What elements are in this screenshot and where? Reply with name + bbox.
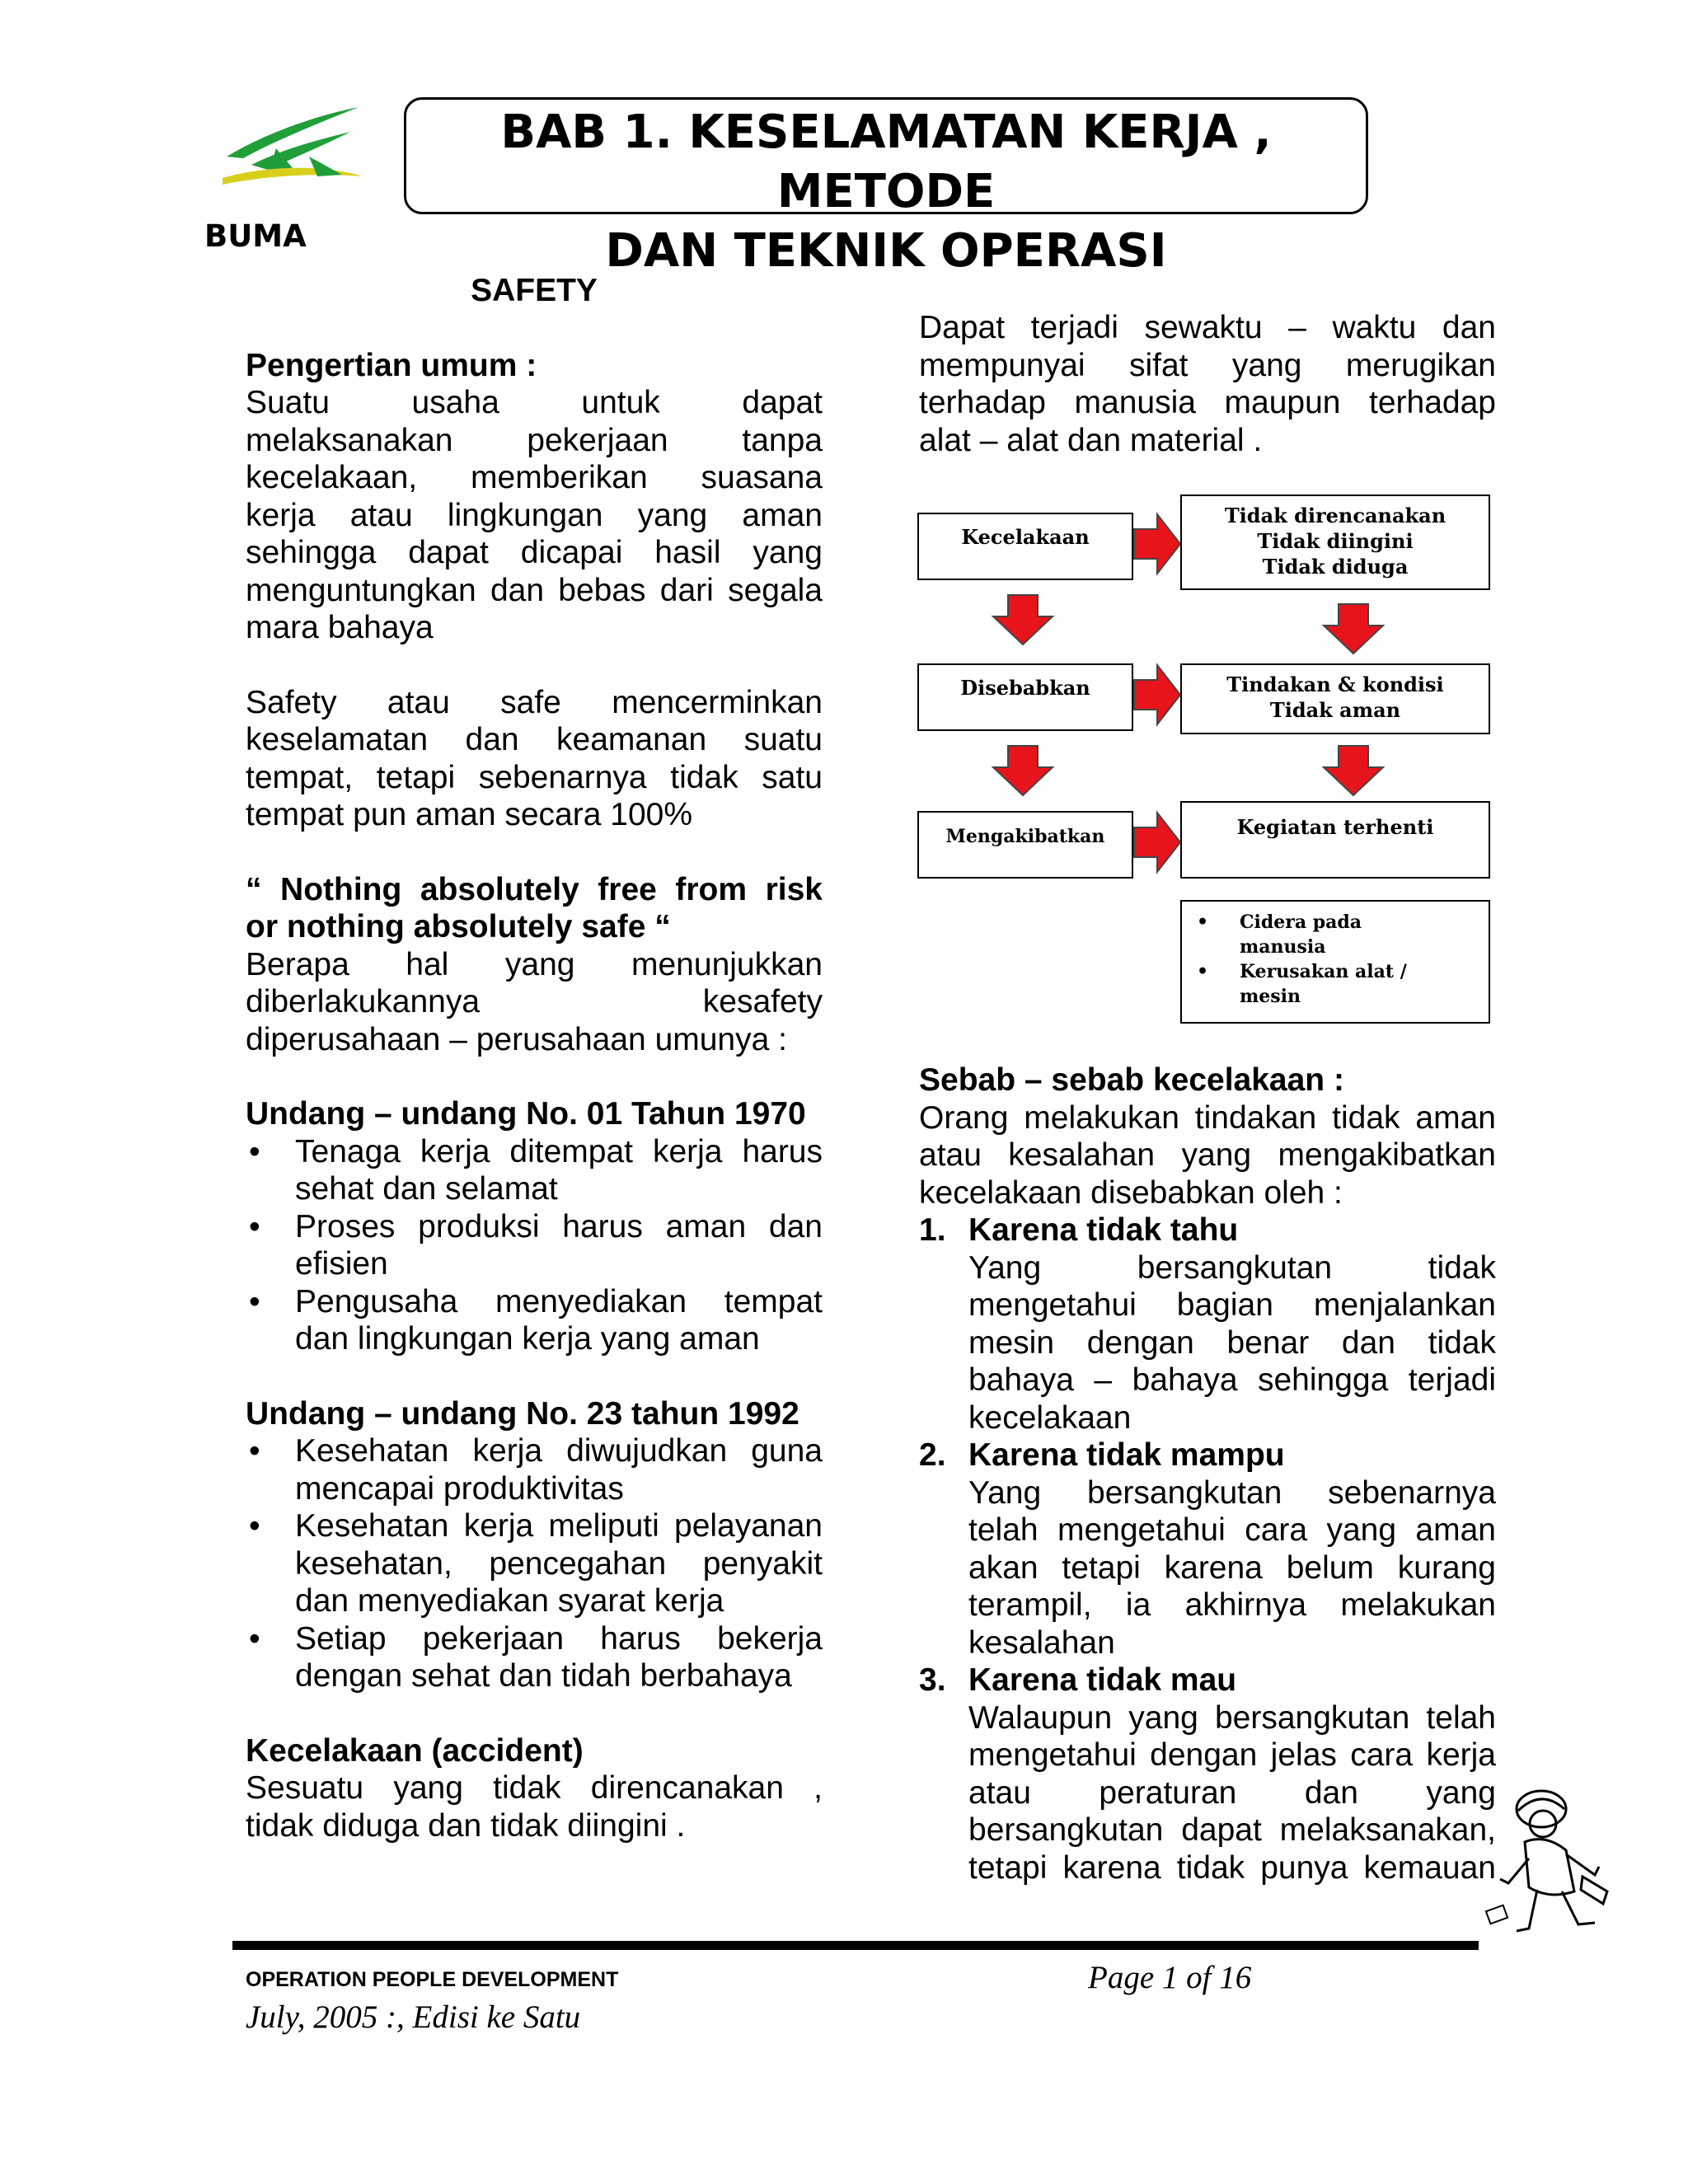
brand-name: BUMA <box>204 218 307 254</box>
item-title: Karena tidak mau <box>968 1662 1237 1698</box>
text-line: menguntungkan dan bebas dari segala <box>246 572 823 608</box>
item-number: 3. <box>919 1662 946 1698</box>
footer-department: OPERATION PEOPLE DEVELOPMENT <box>246 1968 619 1991</box>
text-line: kesalahan <box>968 1624 1115 1661</box>
chapter-title-box <box>404 97 1368 278</box>
pengertian-heading: Pengertian umum : <box>246 347 537 383</box>
intro-paragraph <box>919 309 1496 459</box>
box-disebabkan <box>917 663 1133 731</box>
text-line: terhadap manusia maupun terhadap <box>919 385 1496 420</box>
text-line: keselamatan dan keamanan suatu <box>246 722 823 757</box>
text-line: Safety atau safe mencerminkan <box>246 684 823 720</box>
text-line: bersangkutan dapat melaksanakan, <box>968 1812 1496 1848</box>
worker-cartoon-icon <box>1484 1784 1615 1941</box>
box-line: Tidak diduga <box>1262 555 1409 579</box>
box-line: Tindakan & kondisi <box>1226 673 1444 696</box>
box-line: mesin <box>1240 986 1301 1007</box>
text-line: tetapi karena tidak punya kemauan <box>968 1849 1496 1886</box>
bullet-icon: • <box>249 1433 260 1469</box>
quote-line: or nothing absolutely safe “ <box>246 909 671 944</box>
text-line: tidak diduga dan tidak diingini . <box>246 1807 686 1844</box>
text-line: sehingga dapat dicapai hasil yang <box>246 535 823 570</box>
box-label: Mengakibatkan <box>945 826 1105 847</box>
page-number: Page 1 of 16 <box>1088 1960 1252 1995</box>
text-line: efisien <box>295 1246 388 1282</box>
sebab-list <box>919 1212 1496 1886</box>
list-item <box>246 1507 823 1620</box>
akibat-item <box>1197 959 1489 984</box>
bullet-icon: • <box>1197 912 1209 933</box>
text-line: dan lingkungan kerja yang aman <box>295 1321 760 1357</box>
text-line: Kesehatan kerja diwujudkan guna <box>295 1433 823 1469</box>
sebab-section <box>919 1062 1496 1886</box>
text-line: atau peraturan dan yang <box>968 1774 1496 1811</box>
box-tindakan-kondisi <box>1180 663 1490 734</box>
item-title: Karena tidak tahu <box>968 1212 1239 1248</box>
text-line: Berapa hal yang menunjukkan <box>246 946 823 982</box>
bullet-icon: • <box>249 1283 260 1319</box>
text-line: Orang melakukan tindakan tidak aman <box>919 1099 1496 1136</box>
text-line: diberlakukannya kesafety <box>246 984 823 1019</box>
left-column <box>246 272 823 1844</box>
text-line: mengetahui bagian menjalankan <box>968 1287 1496 1323</box>
text-line: Pengusaha menyediakan tempat <box>295 1283 823 1319</box>
down-arrow-icon <box>1324 604 1383 654</box>
text-line: tempat pun aman secara 100% <box>246 797 693 832</box>
list-item <box>919 1661 1496 1886</box>
uu2-list <box>246 1432 823 1695</box>
box-line: Kerusakan alat / <box>1240 961 1407 982</box>
box-line: Tidak aman <box>1269 698 1401 722</box>
item-number: 2. <box>919 1437 946 1473</box>
text-line: kerja atau lingkungan yang aman <box>246 497 823 533</box>
list-item <box>246 1133 823 1208</box>
item-number: 1. <box>919 1212 946 1248</box>
box-tidak-direncanakan <box>1180 494 1490 590</box>
box-label: Disebabkan <box>960 676 1090 700</box>
box-line: Tidak diingini <box>1257 529 1414 553</box>
text-line: Walaupun yang bersangkutan telah <box>968 1699 1496 1736</box>
list-item <box>919 1436 1496 1661</box>
sebab-heading: Sebab – sebab kecelakaan : <box>919 1062 1344 1098</box>
box-label: Kegiatan terhenti <box>1236 815 1434 839</box>
text-line: kecelakaan <box>968 1399 1132 1436</box>
berapa-paragraph <box>246 946 823 1059</box>
down-arrow-icon <box>1324 746 1383 795</box>
text-line: Proses produksi harus aman dan <box>295 1208 823 1244</box>
text-line: dan menyediakan syarat kerja <box>295 1583 724 1619</box>
text-line: melaksanakan pekerjaan tanpa <box>246 422 823 458</box>
kecelakaan-heading: Kecelakaan (accident) <box>246 1732 584 1769</box>
text-line: atau kesalahan yang mengakibatkan <box>919 1137 1496 1173</box>
list-item <box>246 1208 823 1283</box>
box-line: manusia <box>1240 936 1326 958</box>
down-arrow-icon <box>993 595 1053 644</box>
list-item <box>246 1432 823 1507</box>
uu2-heading: Undang – undang No. 23 tahun 1992 <box>246 1395 799 1432</box>
bullet-icon: • <box>1197 961 1209 982</box>
bullet-icon: • <box>249 1208 260 1244</box>
text-line: sehat dan selamat <box>295 1171 558 1207</box>
text-line: alat – alat dan material . <box>919 422 1263 458</box>
box-label: Kecelakaan <box>961 525 1090 549</box>
text-line: Dapat terjadi sewaktu – waktu dan <box>919 310 1496 345</box>
footer-divider <box>232 1941 1479 1950</box>
text-line: Suatu usaha untuk dapat <box>246 385 823 420</box>
bullet-icon: • <box>249 1620 260 1657</box>
box-mengakibatkan <box>917 811 1133 879</box>
chapter-title-line-1: BAB 1. KESELAMATAN KERJA , METODE <box>500 105 1272 218</box>
kecelakaan-paragraph <box>246 1769 823 1844</box>
text-line: bahaya – bahaya sehingga terjadi <box>968 1362 1496 1398</box>
text-line: Tenaga kerja ditempat kerja harus <box>295 1133 823 1169</box>
text-line: Kesehatan kerja meliputi pelayanan <box>295 1508 823 1544</box>
bullet-icon: • <box>249 1508 260 1544</box>
text-line: diperusahaan – perusahaan umunya : <box>246 1021 787 1057</box>
box-kegiatan-terhenti <box>1180 801 1490 879</box>
buma-logo <box>218 107 367 198</box>
safety-paragraph <box>246 684 823 834</box>
text-line: mempunyai sifat yang merugikan <box>919 347 1496 383</box>
list-item <box>919 1212 1496 1436</box>
akibat-item <box>1197 910 1489 935</box>
edition-date: July, 2005 :, Edisi ke Satu <box>246 1999 581 2035</box>
quote <box>246 871 823 946</box>
right-arrow-icon <box>1134 665 1180 724</box>
quote-line: “ Nothing absolutely free from risk <box>246 871 823 907</box>
pengertian-paragraph <box>246 384 823 647</box>
text-line: mencapai produktivitas <box>295 1470 624 1507</box>
text-line: akan tetapi karena belum kurang <box>968 1549 1496 1586</box>
text-line: Yang bersangkutan tidak <box>968 1249 1496 1286</box>
safety-title: SAFETY <box>471 273 598 308</box>
down-arrow-icon <box>993 746 1053 795</box>
uu1-list <box>246 1133 823 1358</box>
box-line: Cidera pada <box>1240 912 1362 933</box>
text-line: Yang bersangkutan sebenarnya <box>968 1474 1496 1511</box>
box-line: Tidak direncanakan <box>1224 504 1447 527</box>
text-line: kecelakaan, memberikan suasana <box>246 460 823 495</box>
text-line: telah mengetahui cara yang aman <box>968 1512 1496 1548</box>
text-line: Sesuatu yang tidak direncanakan , <box>246 1770 823 1806</box>
text-line: dengan sehat dan tidah berbahaya <box>295 1658 792 1694</box>
text-line: mengetahui dengan jelas cara kerja <box>968 1737 1496 1773</box>
text-line: kesehatan, pencegahan penyakit <box>295 1545 823 1582</box>
right-arrow-icon <box>1134 813 1180 872</box>
uu1-heading: Undang – undang No. 01 Tahun 1970 <box>246 1096 806 1132</box>
item-title: Karena tidak mampu <box>968 1437 1285 1473</box>
text-line: mesin dengan benar dan tidak <box>968 1324 1496 1361</box>
text-line: kecelakaan disebabkan oleh : <box>919 1174 1343 1211</box>
list-item <box>246 1620 823 1695</box>
text-line: terampil, ia akhirnya melakukan <box>968 1587 1496 1623</box>
list-item <box>246 1283 823 1358</box>
text-line: mara bahaya <box>246 610 434 645</box>
right-arrow-icon <box>1134 514 1180 574</box>
box-akibat <box>1180 900 1490 1024</box>
text-line: Setiap pekerjaan harus bekerja <box>295 1620 823 1657</box>
text-line: tempat, tetapi sebenarnya tidak satu <box>246 759 823 795</box>
bullet-icon: • <box>249 1133 260 1169</box>
chapter-title-line-2: DAN TEKNIK OPERASI <box>605 224 1167 278</box>
box-kecelakaan <box>917 513 1133 580</box>
